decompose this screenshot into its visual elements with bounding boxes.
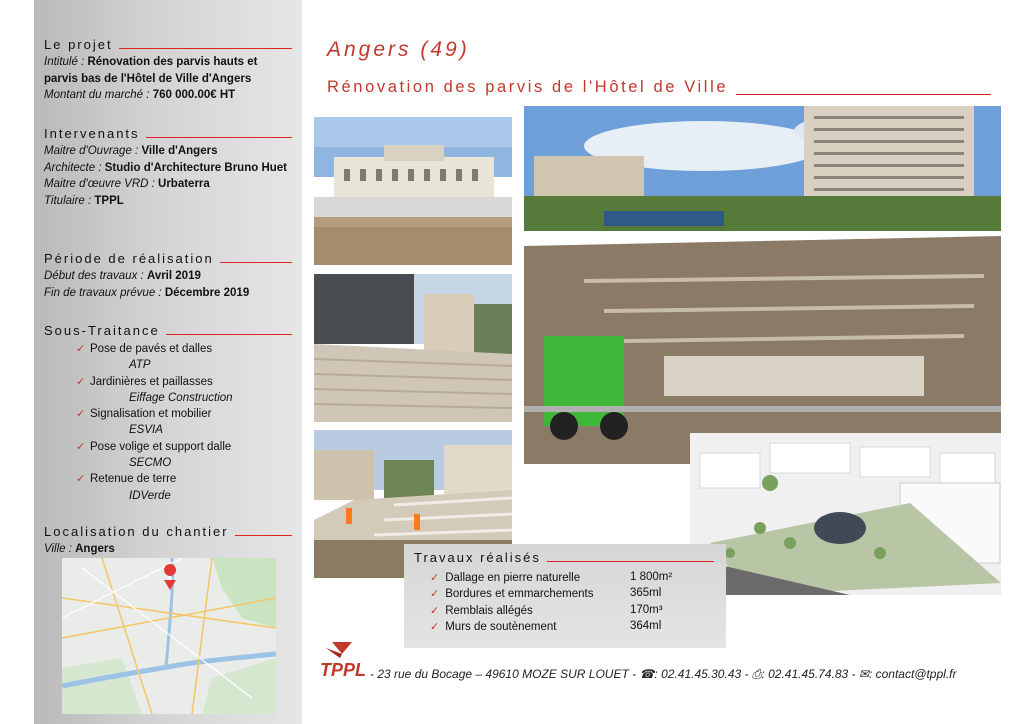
ville-value: Angers: [75, 543, 115, 555]
tit-label: Titulaire :: [44, 194, 92, 207]
fax-icon: ⎙: [751, 667, 762, 681]
phone-icon: ☎: [639, 667, 655, 681]
section-title: Intervenants: [44, 125, 292, 141]
travaux-label: Bordures et emmarchements: [445, 588, 594, 601]
section-periode: [44, 250, 292, 301]
check-icon: ✓: [430, 604, 440, 617]
travaux-title: Travaux réalisés: [414, 550, 714, 565]
city-title: Angers (49): [327, 38, 470, 61]
moe-value: Urbaterra: [158, 178, 210, 190]
footer-address: - 23 rue du Bocage – 49610 MOZE SUR LOUET -: [370, 667, 637, 681]
sous-traitance-task: ✓ Jardinières et paillasses: [44, 374, 292, 390]
ville-label: Ville :: [44, 543, 72, 555]
footer-contact: [370, 667, 957, 682]
debut-label: Début des travaux :: [44, 270, 144, 282]
check-icon: ✓: [76, 408, 86, 421]
location-map: [62, 558, 276, 714]
travaux-qty: 1 800m²: [630, 571, 673, 583]
footer-fax: : 02.41.45.74.83 -: [761, 667, 856, 681]
tit-value: TPPL: [94, 194, 124, 207]
mail-icon: ✉: [858, 667, 869, 681]
sous-traitance-company: IDVerde: [129, 489, 171, 502]
arch-value: Studio d'Architecture Bruno Huet: [104, 161, 287, 174]
moe-label: Maitre d'œuvre VRD :: [44, 178, 155, 190]
project-subtitle: Rénovation des parvis de l'Hôtel de Ville: [327, 78, 991, 97]
travaux-item: [430, 571, 720, 584]
check-icon: ✓: [76, 343, 86, 355]
travaux-realises-box: [404, 544, 726, 648]
photo-3d-rendering: [690, 433, 1001, 595]
travaux-label: Murs de soutènement: [445, 620, 557, 633]
travaux-item: [430, 587, 720, 600]
arch-label: Architecte :: [44, 161, 102, 174]
photo-steps-paving: [314, 274, 512, 422]
intitule-label: Intitulé :: [44, 56, 85, 68]
footer-email[interactable]: : contact@tppl.fr: [868, 667, 957, 681]
footer-tel: : 02.41.45.30.43 -: [654, 667, 749, 681]
travaux-label: Dallage en pierre naturelle: [445, 572, 581, 584]
debut-value: Avril 2019: [146, 270, 201, 282]
sous-traitance-task: ✓ Retenue de terre: [44, 471, 292, 487]
section-sous-traitance: [44, 322, 292, 504]
sous-traitance-task: ✓ Pose de pavés et dalles: [44, 341, 292, 357]
mo-value: Ville d'Angers: [141, 145, 218, 157]
logo-text: TPPL: [320, 660, 367, 680]
montant-value: 760 000.00€ HT: [152, 89, 236, 101]
sous-traitance-task: ✓ Signalisation et mobilier: [44, 406, 292, 422]
section-title: Le projet: [44, 36, 292, 52]
travaux-qty: 170m³: [630, 603, 663, 616]
photo-hotel-de-ville-facade: [314, 117, 512, 265]
travaux-qty: 365ml: [630, 587, 662, 600]
travaux-item: [430, 620, 720, 633]
fin-label: Fin de travaux prévue :: [44, 286, 162, 299]
section-title: Sous-Traitance: [44, 322, 292, 338]
section-intervenants: [44, 125, 292, 209]
montant-label: Montant du marché :: [44, 89, 150, 101]
section-projet: [44, 36, 292, 104]
photo-site-overview: [524, 106, 1001, 464]
tppl-logo: [318, 640, 378, 684]
check-icon: ✓: [430, 620, 440, 633]
sous-traitance-company: SECMO: [129, 457, 172, 470]
section-title: Localisation du chantier: [44, 523, 292, 539]
section-title: Période de réalisation: [44, 250, 292, 266]
travaux-label: Remblais allégés: [445, 604, 533, 617]
check-icon: ✓: [430, 572, 440, 584]
sous-traitance-company: ESVIA: [129, 424, 163, 437]
sous-traitance-company: ATP: [129, 359, 151, 372]
check-icon: ✓: [76, 375, 86, 388]
sous-traitance-company: Eiffage Construction: [129, 391, 233, 404]
travaux-item: [430, 604, 720, 617]
check-icon: ✓: [430, 588, 440, 601]
travaux-qty: 364ml: [630, 619, 662, 632]
check-icon: ✓: [76, 440, 86, 453]
fin-value: Décembre 2019: [164, 286, 250, 299]
intitule-value: Rénovation des parvis hauts et parvis bas de l'Hôtel de Ville d'Angers: [44, 56, 258, 85]
mo-label: Maitre d'Ouvrage :: [44, 145, 139, 157]
sous-traitance-task: ✓ Pose volige et support dalle: [44, 439, 292, 455]
section-localisation: [44, 523, 292, 558]
check-icon: ✓: [76, 473, 86, 486]
